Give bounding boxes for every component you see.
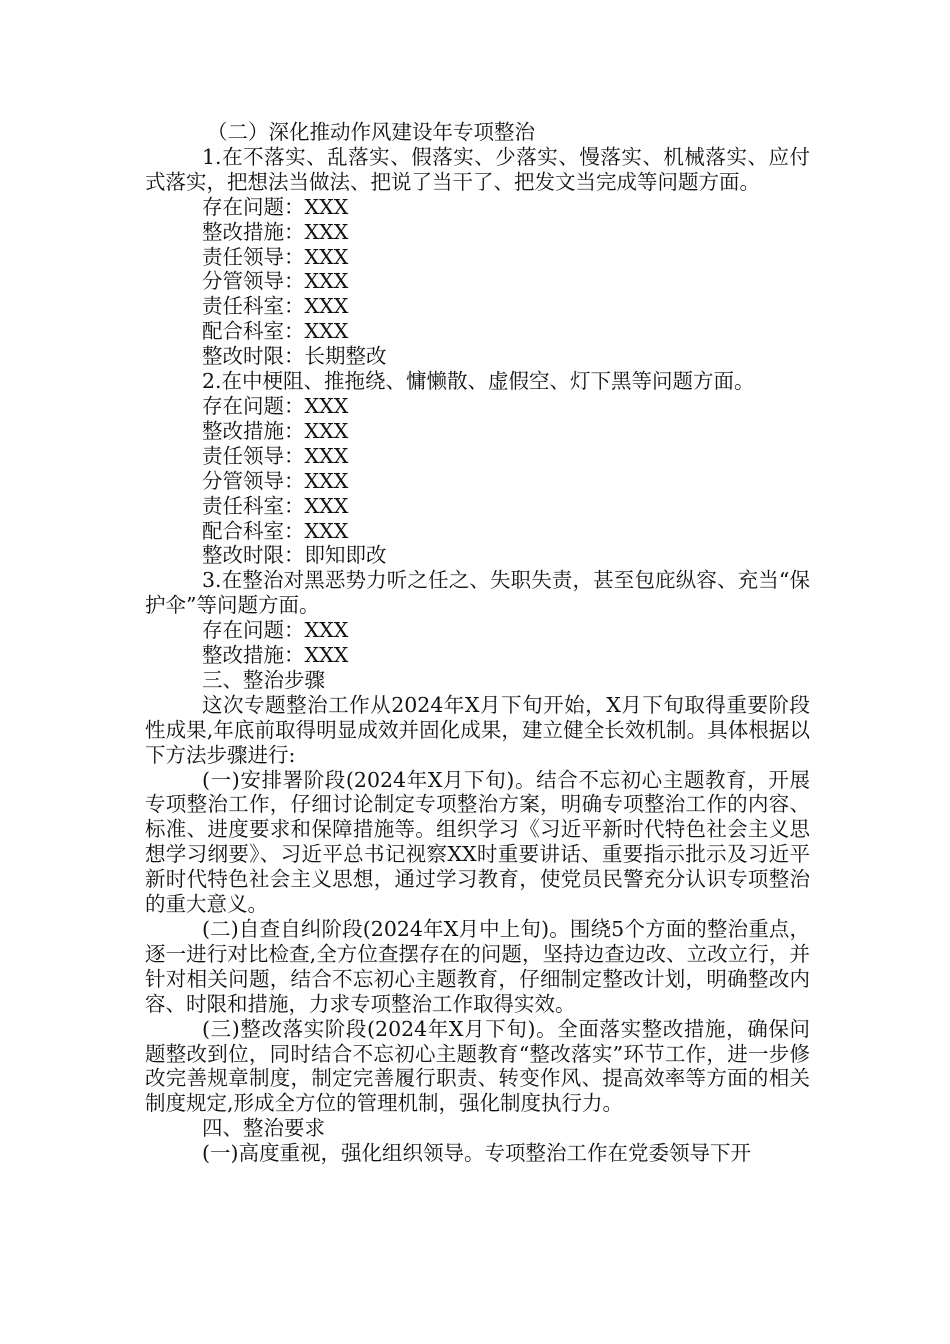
- requirement-1-paragraph: (一)高度重视，强化组织领导。专项整治工作在党委领导下开: [202, 1141, 751, 1166]
- item-1-deadline: 整改时限：长期整改: [202, 344, 387, 369]
- item-1-supervising-leader: 分管领导：XXX: [202, 269, 349, 294]
- item-2-deadline: 整改时限：即知即改: [202, 543, 387, 568]
- item-2-cooperating-office: 配合科室：XXX: [202, 518, 349, 543]
- item-2-measures: 整改措施：XXX: [202, 418, 349, 443]
- item-1-paragraph: 1.在不落实、乱落实、假落实、少落实、慢落实、机械落实、应付式落实，把想法当做法、把说了当干了、把发文当完成等问题方面。: [145, 144, 810, 194]
- item-1-measures: 整改措施：XXX: [202, 219, 349, 244]
- item-1-cooperating-office: 配合科室：XXX: [202, 319, 349, 344]
- steps-intro-paragraph: 这次专题整治工作从2024年X月下旬开始，X月下旬取得重要阶段性成果,年底前取得明显成效并固化成果，建立健全长效机制。具体根据以下方法步骤进行:: [145, 692, 810, 767]
- item-2-supervising-leader: 分管领导：XXX: [202, 468, 349, 493]
- item-1-problem: 存在问题：XXX: [202, 194, 349, 219]
- item-2-responsible-office: 责任科室：XXX: [202, 493, 349, 518]
- section-heading-deepen-rectification: （二）深化推动作风建设年专项整治: [207, 120, 535, 144]
- step-1-paragraph: (一)安排署阶段(2024年X月下旬)。结合不忘初心主题教育，开展专项整治工作，仔细讨论制定专项整治方案，明确专项整治工作的内容、标准、进度要求和保障措施等。组织学习《习近平新时代特色社会主义思想学习纲要》、习近平总书记视察XX时重要讲话、重要指示批示及习近平新时代特色社会主义思想，通过学习教育，使党员民警充分认识专项整治的重大意义。: [145, 767, 810, 917]
- item-1-responsible-leader: 责任领导：XXX: [202, 244, 349, 269]
- step-3-paragraph: (三)整改落实阶段(2024年X月下旬)。全面落实整改措施，确保问题整改到位，同时结合不忘初心主题教育“整改落实”环节工作，进一步修改完善规章制度，制定完善履行职责、转变作风、提高效率等方面的相关制度规定,形成全方位的管理机制，强化制度执行力。: [145, 1016, 810, 1116]
- document-body: [145, 120, 810, 1166]
- item-3-measures: 整改措施：XXX: [202, 643, 349, 668]
- item-3-paragraph: 3.在整治对黑恶势力听之任之、失职失责，甚至包庇纵容、充当“保护伞”等问题方面。: [145, 568, 810, 618]
- item-2-responsible-leader: 责任领导：XXX: [202, 443, 349, 468]
- section-heading-requirements: 四、整治要求: [202, 1116, 325, 1141]
- item-2-problem: 存在问题：XXX: [202, 393, 349, 418]
- item-2-paragraph: 2.在中梗阻、推拖绕、慵懒散、虚假空、灯下黑等问题方面。: [202, 369, 755, 394]
- section-heading-steps: 三、整治步骤: [202, 667, 325, 692]
- item-1-responsible-office: 责任科室：XXX: [202, 294, 349, 319]
- item-3-problem: 存在问题：XXX: [202, 618, 349, 643]
- step-2-paragraph: (二)自查自纠阶段(2024年X月中上旬)。围绕5个方面的整治重点，逐一进行对比检查,全方位查摆存在的问题，坚持边查边改、立改立行，并针对相关问题，结合不忘初心主题教育，仔细制定整改计划，明确整改内容、时限和措施，力求专项整治工作取得实效。: [145, 917, 810, 1016]
